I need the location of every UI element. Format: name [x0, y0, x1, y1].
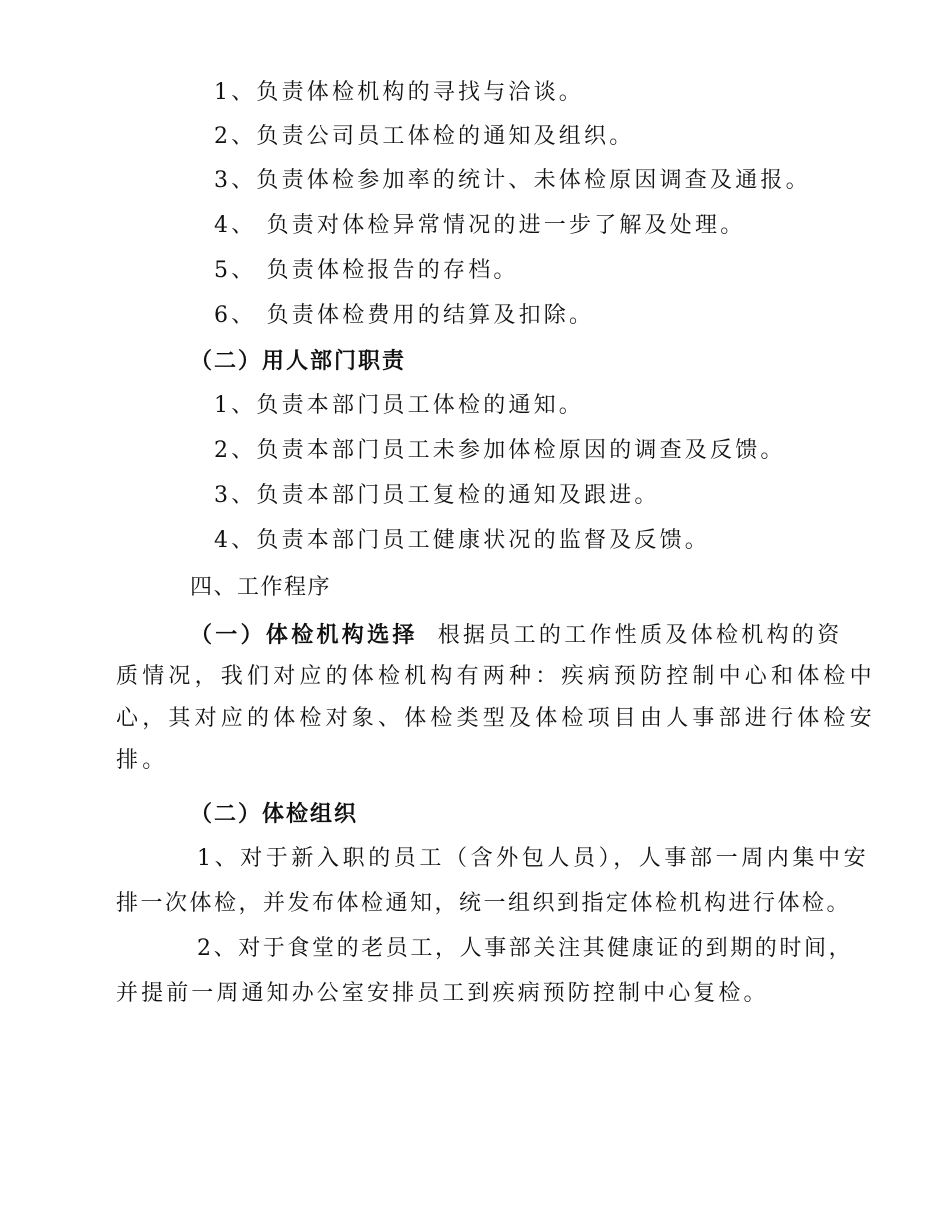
selection-label: （一）体检机构选择 [190, 622, 418, 648]
list-item: 5、 负责体检报告的存档。 [214, 258, 519, 283]
paragraph-line: 排一次体检，并发布体检通知，统一组织到指定体检机构进行体检。 [116, 891, 852, 916]
department-duties-heading: （二）用人部门职责 [190, 348, 407, 374]
paragraph-line: 排。 [116, 748, 169, 773]
paragraph-line: 质情况，我们对应的体检机构有两种：疾病预防控制中心和体检中 [116, 664, 876, 689]
list-item: 3、负责本部门员工复检的通知及跟进。 [214, 483, 660, 508]
list-item: 1、负责本部门员工体检的通知。 [214, 393, 584, 418]
list-item: 6、 负责体检费用的结算及扣除。 [214, 303, 595, 328]
list-item: 2、负责公司员工体检的通知及组织。 [214, 124, 635, 149]
paragraph-line: 1、对于新入职的员工（含外包人员），人事部一周内集中安 [197, 846, 870, 871]
organization-heading: （二）体检组织 [190, 801, 359, 827]
list-item: 2、负责本部门员工未参加体检原因的调查及反馈。 [214, 438, 786, 463]
list-item: 1、负责体检机构的寻找与洽谈。 [214, 80, 584, 105]
paragraph-line: 心，其对应的体检对象、体检类型及体检项目由人事部进行体检安 [116, 706, 876, 731]
paragraph-line: 2、对于食堂的老员工，人事部关注其健康证的到期的时间， [197, 936, 854, 961]
list-item: 4、 负责对体检异常情况的进一步了解及处理。 [214, 213, 746, 238]
list-item: 4、负责本部门员工健康状况的监督及反馈。 [214, 528, 710, 553]
paragraph-line: 并提前一周通知办公室安排员工到疾病预防控制中心复检。 [116, 981, 769, 1006]
selection-paragraph-line [190, 620, 843, 651]
list-item: 3、负责体检参加率的统计、未体检原因调查及通报。 [214, 168, 811, 193]
selection-text: 根据员工的工作性质及体检机构的资 [437, 623, 843, 648]
section-title: 四、工作程序 [190, 575, 332, 600]
